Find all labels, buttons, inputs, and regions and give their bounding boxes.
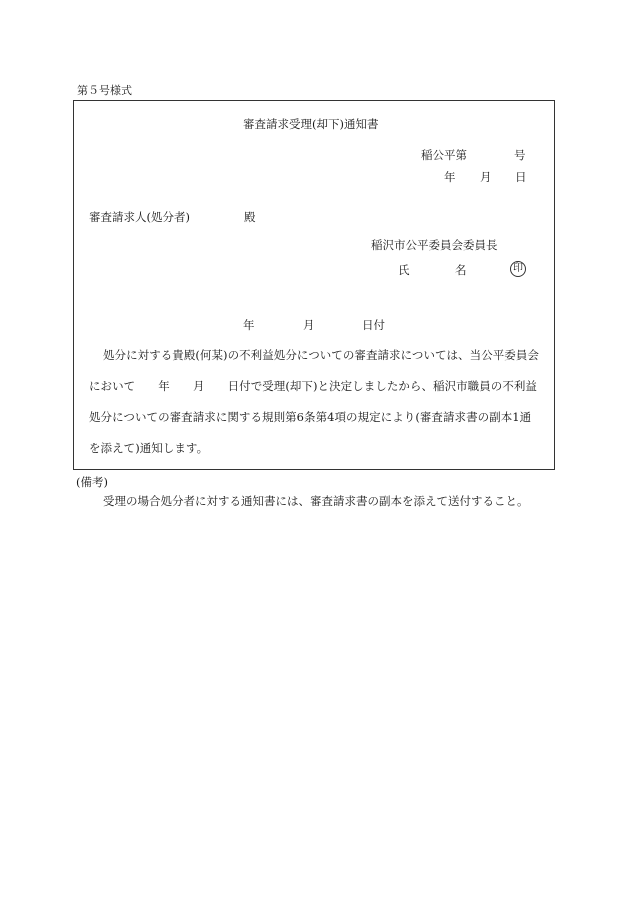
request-month-label: 月	[303, 318, 315, 332]
remarks-text: 受理の場合処分者に対する通知書には、審査請求書の副本を添えて送付すること。	[103, 494, 529, 508]
body-text-line: 処分についての審査請求に関する規則第6条第4項の規定により(審査請求書の副本1通	[89, 410, 532, 424]
remarks-heading: (備考)	[76, 475, 108, 489]
addressee-label: 審査請求人(処分者)	[89, 210, 190, 224]
date-month-label: 月	[480, 170, 492, 184]
body-text-line: において 年 月 日付で受理(却下)と決定しましたから、稲沢市職員の不利益	[89, 379, 537, 393]
issuer-title: 稲沢市公平委員会委員長	[371, 238, 498, 252]
document-title: 審査請求受理(却下)通知書	[243, 117, 379, 131]
issuer-name-label-1: 氏	[398, 263, 410, 277]
reference-number-suffix: 号	[514, 148, 526, 162]
request-year-label: 年	[243, 318, 255, 332]
addressee-honorific: 殿	[244, 210, 256, 224]
body-text-line: 処分に対する貴殿(何某)の不利益処分についての審査請求については、当公平委員会	[103, 348, 539, 362]
reference-number-prefix: 稲公平第	[421, 148, 467, 162]
date-day-label: 日	[515, 170, 527, 184]
date-year-label: 年	[444, 170, 456, 184]
issuer-name-label-2: 名	[455, 263, 467, 277]
body-text-line: を添えて)通知します。	[89, 441, 209, 455]
seal-icon: 印	[510, 261, 526, 277]
request-day-label: 日付	[362, 318, 385, 332]
form-number: 第５号様式	[77, 84, 132, 97]
